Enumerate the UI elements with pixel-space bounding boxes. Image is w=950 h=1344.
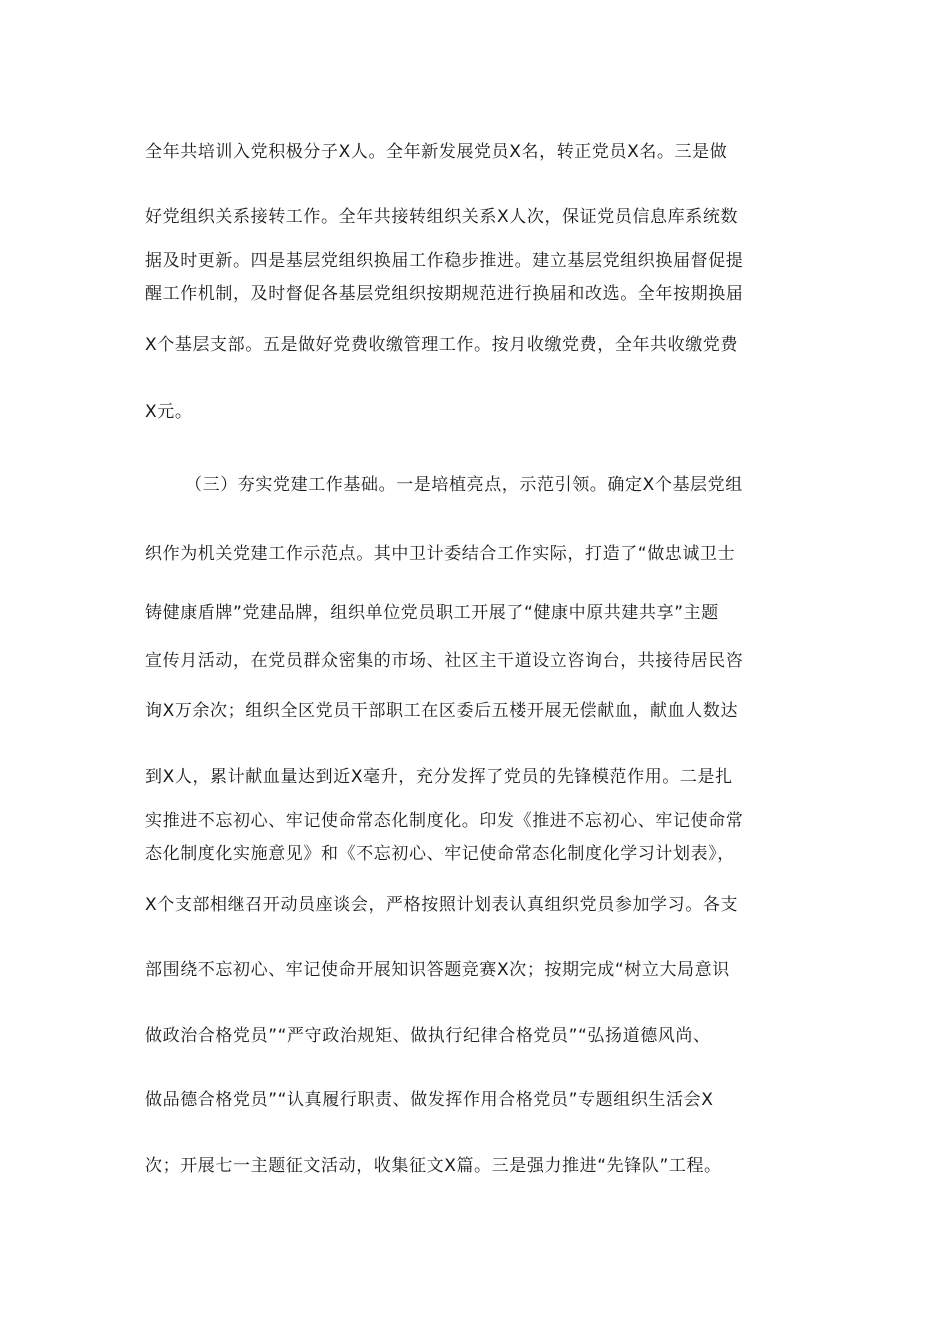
text-line-17: 做政治合格党员”“严守政治规矩、做执行纪律合格党员”“弘扬道德风尚、: [145, 1026, 711, 1046]
text-line-7: （三）夯实党建工作基础。一是培植亮点，示范引领。确定X个基层党组: [185, 475, 743, 495]
text-line-13: 实推进不忘初心、牢记使命常态化制度化。印发《推进不忘初心、牢记使命常: [145, 811, 744, 831]
text-line-4: 醒工作机制，及时督促各基层党组织按期规范进行换届和改选。全年按期换届: [145, 284, 744, 304]
text-line-15: X个支部相继召开动员座谈会，严格按照计划表认真组织党员参加学习。各支: [145, 895, 739, 915]
text-line-19: 次；开展七一主题征文活动，收集征文X篇。三是强力推进“先锋队”工程。: [145, 1156, 722, 1176]
text-line-14: 态化制度化实施意见》和《不忘初心、牢记使命常态化制度化学习计划表》，: [145, 844, 735, 864]
text-line-10: 宣传月活动，在党员群众密集的市场、社区主干道设立咨询台，共接待居民咨: [145, 651, 744, 671]
text-line-18: 做品德合格党员”“认真履行职责、做发挥作用合格党员”专题组织生活会X: [145, 1090, 714, 1110]
text-line-11: 询X万余次；组织全区党员干部职工在区委后五楼开展无偿献血，献血人数达: [145, 701, 739, 721]
text-line-12: 到X人，累计献血量达到近X毫升，充分发挥了党员的先锋模范作用。二是扎: [145, 767, 733, 787]
text-line-5: X个基层支部。五是做好党费收缴管理工作。按月收缴党费，全年共收缴党费: [145, 335, 739, 355]
text-line-2: 好党组织关系接转工作。全年共接转组织关系X人次，保证党员信息库系统数: [145, 207, 739, 227]
text-line-3: 据及时更新。四是基层党组织换届工作稳步推进。建立基层党组织换届督促提: [145, 251, 744, 271]
text-line-9: 铸健康盾牌”党建品牌，组织单位党员职工开展了“健康中原共建共享”主题: [145, 603, 719, 623]
text-line-8: 织作为机关党建工作示范点。其中卫计委结合工作实际，打造了“做忠诚卫士: [145, 544, 736, 564]
text-line-16: 部围绕不忘初心、牢记使命开展知识答题竞赛X次；按期完成“树立大局意识: [145, 960, 730, 980]
text-line-6: X元。: [145, 402, 193, 422]
text-line-1: 全年共培训入党积极分子X人。全年新发展党员X名，转正党员X名。三是做: [145, 142, 728, 162]
